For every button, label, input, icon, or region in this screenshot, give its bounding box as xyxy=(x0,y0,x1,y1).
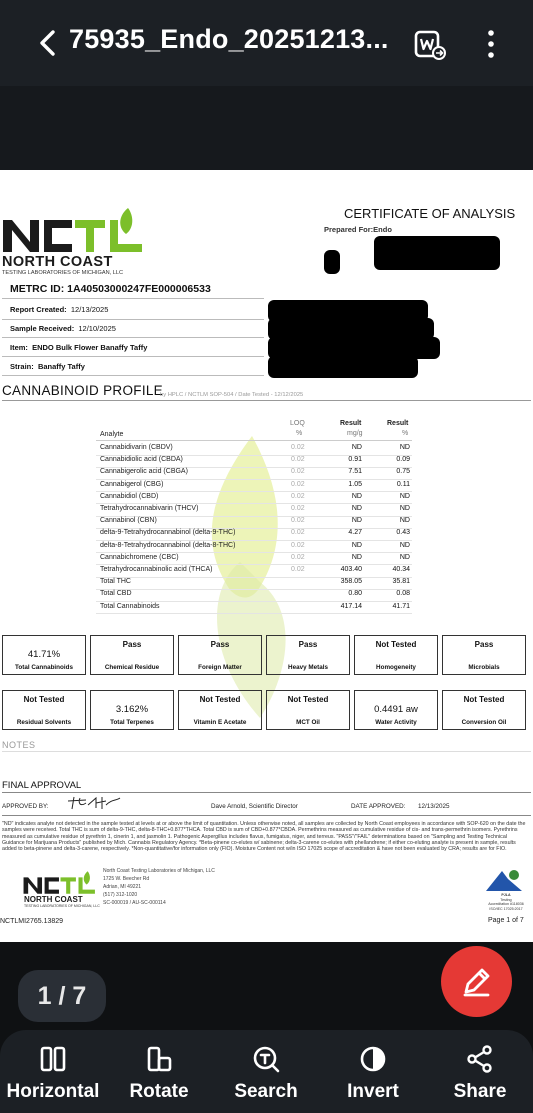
header-result-mg-unit: mg/g xyxy=(347,430,363,437)
analyte-name: Cannabidiol (CBD) xyxy=(100,492,159,500)
summary-box-status: Pass xyxy=(122,640,142,649)
row-divider xyxy=(96,613,412,614)
divider xyxy=(2,400,531,401)
summary-box-value: 0.4491 aw xyxy=(374,704,418,715)
convert-to-word-icon[interactable] xyxy=(414,28,446,60)
summary-box-label: Vitamin E Acetate xyxy=(193,719,247,726)
divider xyxy=(96,440,412,441)
summary-box xyxy=(442,635,526,675)
search-button[interactable] xyxy=(213,1030,319,1113)
analyte-result-mg: 1.05 xyxy=(348,480,362,488)
summary-box xyxy=(2,635,86,675)
analyte-result-pct: 0.43 xyxy=(396,529,410,537)
profile-title: CANNABINOID PROFILE xyxy=(2,383,163,398)
summary-box-status: Pass xyxy=(210,640,230,649)
rotate-button[interactable] xyxy=(106,1030,212,1113)
analyte-loq: 0.02 xyxy=(291,566,305,573)
top-app-bar xyxy=(0,0,533,86)
redaction xyxy=(324,250,340,274)
edit-fab[interactable] xyxy=(441,946,512,1017)
analyte-result-pct: ND xyxy=(399,492,410,500)
summary-box xyxy=(266,635,350,675)
summary-box-status: Pass xyxy=(474,640,494,649)
analyte-result-mg: 0.91 xyxy=(348,456,362,464)
analyte-name: delta-9-Tetrahydrocannabinol (delta-9-THC) xyxy=(100,529,236,537)
analyte-result-pct: ND xyxy=(399,517,410,525)
divider xyxy=(2,356,264,357)
search-icon xyxy=(252,1045,280,1073)
prepared-for: Prepared For:Endo xyxy=(324,225,392,234)
analyte-result-mg: 403.40 xyxy=(340,566,362,573)
row-divider xyxy=(96,589,412,590)
share-icon xyxy=(466,1045,494,1073)
approved-by-label: APPROVED BY: xyxy=(2,803,49,810)
analyte-name: Total CBD xyxy=(100,590,132,598)
analyte-result-pct: ND xyxy=(399,444,410,451)
analyte-result-pct: 0.09 xyxy=(396,456,410,464)
header-result-pct: Result xyxy=(387,420,409,427)
summary-box xyxy=(178,690,262,730)
item: Item: ENDO Bulk Flower Banaffy Taffy xyxy=(10,343,148,352)
analyte-result-mg: 7.51 xyxy=(348,468,362,476)
analyte-result-mg: ND xyxy=(351,541,362,549)
analyte-name: delta-8-Tetrahydrocannabinol (delta-8-THC) xyxy=(100,541,236,549)
analyte-result-pct: 0.08 xyxy=(396,590,410,598)
divider xyxy=(2,375,264,376)
metrc-id: METRC ID: 1A40503000247FE000006533 xyxy=(10,283,211,295)
signature xyxy=(66,795,122,811)
analyte-result-mg: ND xyxy=(351,492,362,500)
analyte-loq: 0.02 xyxy=(291,541,305,549)
pjla-accreditation-icon xyxy=(484,867,524,893)
analyte-name: Total Cannabinoids xyxy=(100,602,160,610)
analyte-loq: 0.02 xyxy=(291,456,305,464)
analyte-result-pct: 0.75 xyxy=(396,468,410,476)
summary-box-status: Not Tested xyxy=(23,695,65,704)
analyte-name: Cannabigerolic acid (CBGA) xyxy=(100,468,188,476)
header-analyte: Analyte xyxy=(100,431,124,438)
analyte-loq: 0.02 xyxy=(291,505,305,512)
footer-logo-icon xyxy=(22,870,98,896)
page-indicator: 1 / 7 xyxy=(18,970,106,1022)
divider xyxy=(2,319,264,320)
invert-colors-icon xyxy=(359,1045,387,1073)
divider xyxy=(2,751,531,752)
summary-box xyxy=(442,690,526,730)
summary-box xyxy=(90,635,174,675)
profile-subtitle: by HPLC / NCTLM SOP-504 / Date Tested - 12/12/2025 xyxy=(160,392,304,398)
page-of: Page 1 of 7 xyxy=(488,917,524,924)
summary-box xyxy=(178,635,262,675)
file-title: 75935_Endo_20251213... xyxy=(69,24,389,54)
redaction xyxy=(374,236,500,270)
summary-box xyxy=(354,635,438,675)
analyte-result-pct: 40.34 xyxy=(392,566,410,573)
more-options-icon[interactable] xyxy=(484,28,498,60)
analyte-name: Cannabidivarin (CBDV) xyxy=(100,444,173,451)
divider xyxy=(2,337,264,338)
analyte-result-mg: 0.80 xyxy=(348,590,362,598)
date-approved: 12/13/2025 xyxy=(418,803,450,810)
certificate-title: CERTIFICATE OF ANALYSIS xyxy=(344,206,516,221)
analyte-result-mg: ND xyxy=(351,444,362,451)
summary-box-label: Residual Solvents xyxy=(16,719,72,726)
header-result-mg: Result xyxy=(340,420,362,427)
analyte-result-mg: 358.05 xyxy=(340,578,362,586)
analyte-loq: 0.02 xyxy=(291,553,305,561)
horizontal-button[interactable] xyxy=(0,1030,106,1113)
analyte-result-pct: ND xyxy=(399,505,410,512)
summary-box-status: Not Tested xyxy=(463,695,505,704)
summary-box-label: Microbials xyxy=(468,664,500,671)
summary-box-label: Water Activity xyxy=(375,719,417,726)
summary-box-value: 41.71% xyxy=(27,649,61,660)
invert-button[interactable] xyxy=(320,1030,426,1113)
invert-label: Invert xyxy=(347,1081,399,1102)
lab-logo-name: NORTH COAST xyxy=(2,254,113,270)
divider xyxy=(2,792,531,793)
analyte-result-mg: ND xyxy=(351,553,362,561)
date-approved-label: DATE APPROVED: xyxy=(351,803,406,810)
strain: Strain: Banaffy Taffy xyxy=(10,362,85,371)
lab-logo-sub: TESTING LABORATORIES OF MICHIGAN, LLC xyxy=(2,270,124,276)
summary-box-label: Total Terpenes xyxy=(110,719,154,726)
summary-box-label: Heavy Metals xyxy=(288,664,328,671)
rotate-icon xyxy=(145,1045,173,1073)
analyte-name: Cannabidiolic acid (CBDA) xyxy=(100,456,183,464)
search-label: Search xyxy=(234,1081,298,1102)
footnote: "ND" indicates analyte not detected in the sample tested at levels at or above the limit of quantitation. Unless otherwise noted, all samples are collected by North Coast employees in accordance with SOP-620 on the date the samples were received. Total THC is sum of delta-9-THC, delta-8-THC+0.877*THCA. Total CBD is sum of CBD+0.877*CBDA. Permethrins measured as cumulative residue of cis- and trans-permethrin isomers. Pyrethrins measured as cumulative residue of pyrethrin 1, cinerin 1, and jasmolin 1. Pathogenic Aspergillus includes flavus, fumigatus, niger, and terreus. "PASS"/"FAIL" determinations based on "Sampling and Testing Technical Guidance for Marijuana Products" published by Mich. Cannabis Regulatory Agency. *Beta-pinene co-elutes w/ sabinene; delta-3-carene co-elutes with phellandrene; if either co-eluting analyte is present in sample, results added to beta-pinene and delta-3-carene, respectively. *Non-quantitative/for information only (FIO). Moisture Content not w/in ISO 17025 scope of accreditation & have not been evaluated by CRA; results are for FIO. xyxy=(2,821,526,853)
pencil-icon xyxy=(441,946,512,1017)
summary-box xyxy=(266,690,350,730)
analyte-result-mg: 417.14 xyxy=(340,602,362,610)
sample-received: Sample Received: 12/10/2025 xyxy=(10,324,116,333)
rotate-label: Rotate xyxy=(129,1081,189,1102)
analyte-loq: 0.02 xyxy=(291,492,305,500)
redaction xyxy=(268,356,418,378)
bottom-toolbar xyxy=(0,1030,533,1113)
analyte-result-pct: 41.71 xyxy=(392,602,410,610)
summary-box-label: Homogeneity xyxy=(376,664,416,671)
analyte-result-mg: 4.27 xyxy=(348,529,362,537)
analyte-result-pct: ND xyxy=(399,541,410,549)
document-page[interactable] xyxy=(0,170,533,942)
summary-box-status: Not Tested xyxy=(199,695,241,704)
analyte-name: Tetrahydrocannabivarin (THCV) xyxy=(100,505,199,512)
summary-box-label: Conversion Oil xyxy=(461,719,507,726)
analyte-name: Total THC xyxy=(100,578,131,586)
analyte-loq: 0.02 xyxy=(291,468,305,476)
footer-id: NCTLMI2765.13829 xyxy=(0,918,64,925)
analyte-result-mg: ND xyxy=(351,505,362,512)
analyte-result-pct: ND xyxy=(399,553,410,561)
nctl-logo-icon xyxy=(0,206,148,256)
horizontal-label: Horizontal xyxy=(6,1081,100,1102)
approver: Dave Arnold, Scientific Director xyxy=(211,803,298,810)
horizontal-scroll-icon xyxy=(39,1045,67,1073)
viewer-background xyxy=(0,86,533,170)
summary-box-status: Pass xyxy=(298,640,318,649)
share-button[interactable] xyxy=(427,1030,533,1113)
analyte-loq: 0.02 xyxy=(291,517,305,525)
footer-logo-name: NORTH COAST xyxy=(24,895,83,904)
report-created: Report Created: 12/13/2025 xyxy=(10,305,109,314)
analyte-loq: 0.02 xyxy=(291,444,305,451)
summary-box-label: Chemical Residue xyxy=(104,664,160,671)
summary-box xyxy=(90,690,174,730)
footer-logo-sub: TESTING LABORATORIES OF MICHIGAN, LLC xyxy=(24,904,100,908)
final-approval: FINAL APPROVAL xyxy=(2,780,82,791)
header-result-pct-unit: % xyxy=(402,430,409,437)
analyte-result-pct: 0.11 xyxy=(396,480,410,488)
analyte-name: Tetrahydrocannabinolic acid (THCA) xyxy=(100,566,213,573)
summary-box-label: Foreign Matter xyxy=(198,664,242,671)
accreditation-text: PJLA Testing Accreditation #118036 ISO/IEC 17025:2017 xyxy=(488,893,524,911)
notes-label: NOTES xyxy=(2,740,36,750)
header-loq-unit: % xyxy=(296,430,303,437)
analyte-name: Cannabigerol (CBG) xyxy=(100,480,164,488)
analyte-name: Cannabinol (CBN) xyxy=(100,517,157,525)
lab-address: North Coast Testing Laboratories of Michigan, LLC 1725 W. Beecher Rd Adrian, MI 49221 (517) 312-1020 SC-000019 / AU-SC-000114 xyxy=(103,868,215,906)
summary-box xyxy=(2,690,86,730)
summary-box-status: Not Tested xyxy=(287,695,329,704)
analyte-result-pct: 35.81 xyxy=(392,578,410,586)
analyte-result-mg: ND xyxy=(351,517,362,525)
share-label: Share xyxy=(453,1081,507,1102)
divider xyxy=(2,815,531,816)
summary-box-label: MCT Oil xyxy=(296,719,320,726)
analyte-loq: 0.02 xyxy=(291,529,305,537)
analyte-name: Cannabichromene (CBC) xyxy=(100,553,179,561)
summary-box-label: Total Cannabinoids xyxy=(15,664,73,671)
summary-box-status: Not Tested xyxy=(375,640,417,649)
divider xyxy=(2,298,264,299)
lab-logo xyxy=(0,206,150,278)
row-divider xyxy=(96,577,412,578)
header-loq: LOQ xyxy=(290,420,305,427)
back-arrow-icon[interactable] xyxy=(34,27,62,59)
analyte-loq: 0.02 xyxy=(291,480,305,488)
summary-box-value: 3.162% xyxy=(115,704,149,715)
summary-box xyxy=(354,690,438,730)
